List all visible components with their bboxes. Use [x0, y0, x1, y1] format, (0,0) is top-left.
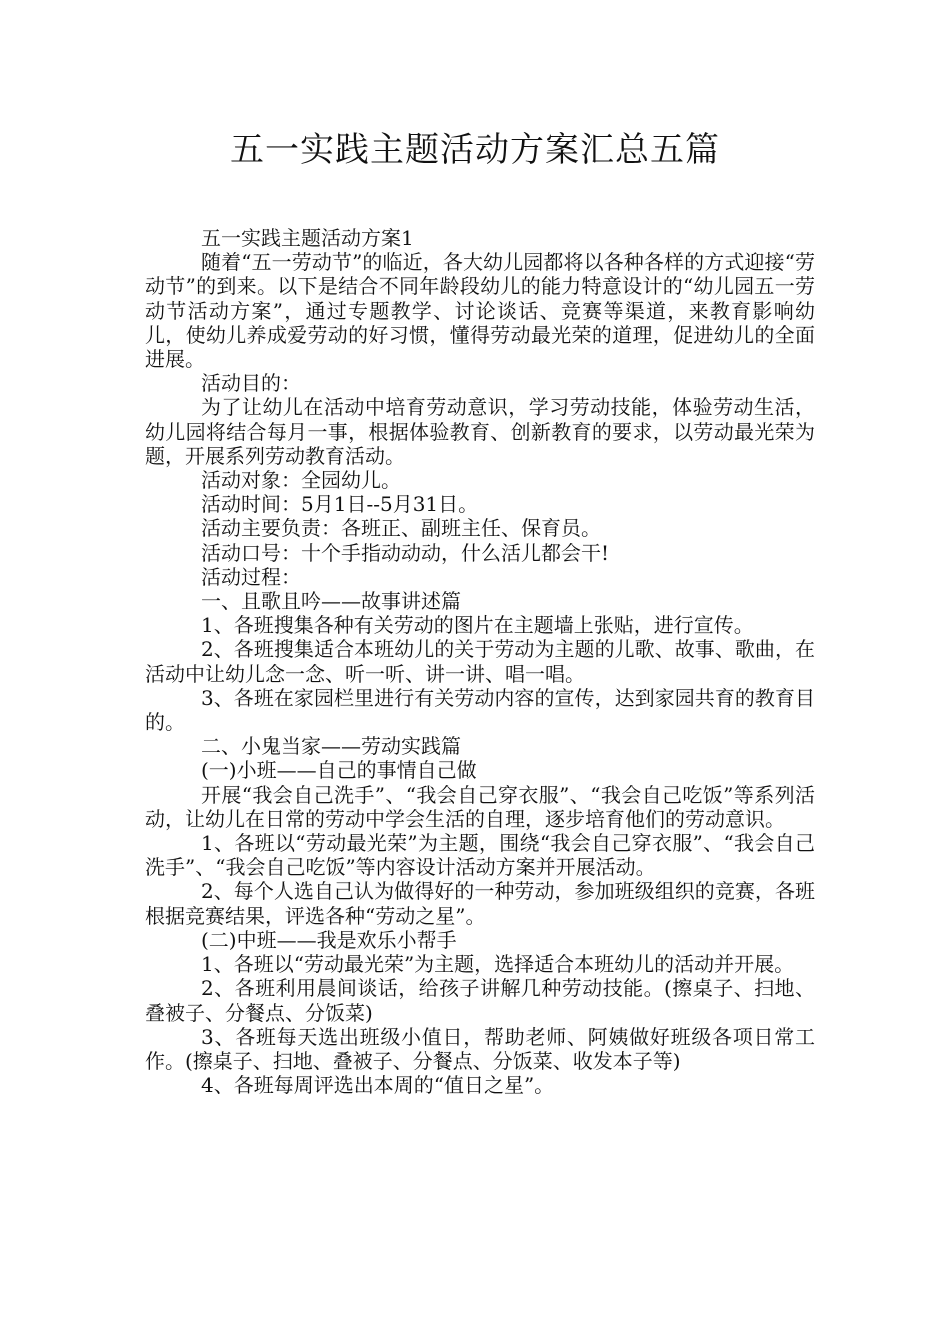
document-body [145, 226, 815, 1097]
paragraph: 活动时间：5月1日--5月31日。 [201, 492, 479, 517]
paragraph: 3、各班在家园栏里进行有关劳动内容的宣传，达到家园共育的教育目的。 [145, 685, 815, 735]
paragraph: 2、各班搜集适合本班幼儿的关于劳动为主题的儿歌、故事、歌曲，在活动中让幼儿念一念、听一听、讲一讲、唱一唱。 [145, 637, 815, 686]
paragraph: 1、各班搜集各种有关劳动的图片在主题墙上张贴，进行宣传。 [201, 613, 754, 638]
paragraph: 1、各班以“劳动最光荣”为主题，围绕“我会自己穿衣服”、“我会自己洗手”、“我会自己吃饭”等内容设计活动方案并开展活动。 [145, 831, 815, 880]
paragraph: 活动目的： [201, 371, 301, 396]
paragraph: 活动对象：全园幼儿。 [201, 468, 401, 493]
subsection-heading: 一、且歌且吟——故事讲述篇 [201, 589, 461, 614]
paragraph: 为了让幼儿在活动中培育劳动意识，学习劳动技能，体验劳动生活，幼儿园将结合每月一事，根据体验教育、创新教育的要求，以劳动最光荣为题，开展系列劳动教育活动。 [145, 395, 815, 468]
section-heading: 五一实践主题活动方案1 [201, 226, 414, 250]
paragraph: 活动过程： [201, 564, 301, 589]
subsection-heading: (二)中班——我是欢乐小帮手 [201, 927, 457, 952]
document-title: 五一实践主题活动方案汇总五篇 [230, 130, 720, 170]
subsection-heading: (一)小班——自己的事情自己做 [201, 758, 477, 783]
paragraph: 随着“五一劳动节”的临近，各大幼儿园都将以各种各样的方式迎接“劳动节”的到来。以下是结合不同年龄段幼儿的能力特意设计的“幼儿园五一劳动节活动方案”，通过专题教学、讨论谈话、竞赛等渠道，来教育影响幼儿，使幼儿养成爱劳动的好习惯，懂得劳动最光荣的道理，促进幼儿的全面进展。 [145, 250, 815, 372]
paragraph: 活动主要负责：各班正、副班主任、保育员。 [201, 516, 601, 541]
subsection-heading: 二、小鬼当家——劳动实践篇 [201, 734, 461, 759]
paragraph: 1、各班以“劳动最光荣”为主题，选择适合本班幼儿的活动并开展。 [201, 952, 795, 977]
paragraph: 4、各班每周评选出本周的“值日之星”。 [201, 1073, 555, 1098]
paragraph: 开展“我会自己洗手”、“我会自己穿衣服”、“我会自己吃饭”等系列活动，让幼儿在日常的劳动中学会生活的自理，逐步培育他们的劳动意识。 [145, 782, 815, 831]
paragraph: 活动口号：十个手指动动动，什么活儿都会干! [201, 540, 610, 565]
paragraph: 3、各班每天选出班级小值日，帮助老师、阿姨做好班级各项日常工作。(擦桌子、扫地、叠被子、分餐点、分饭菜、收发本子等) [145, 1024, 815, 1073]
paragraph: 2、每个人选自己认为做得好的一种劳动，参加班级组织的竞赛，各班根据竞赛结果，评选各种“劳动之星”。 [145, 879, 815, 928]
paragraph: 2、各班利用晨间谈话，给孩子讲解几种劳动技能。(擦桌子、扫地、叠被子、分餐点、分饭菜) [145, 976, 815, 1025]
